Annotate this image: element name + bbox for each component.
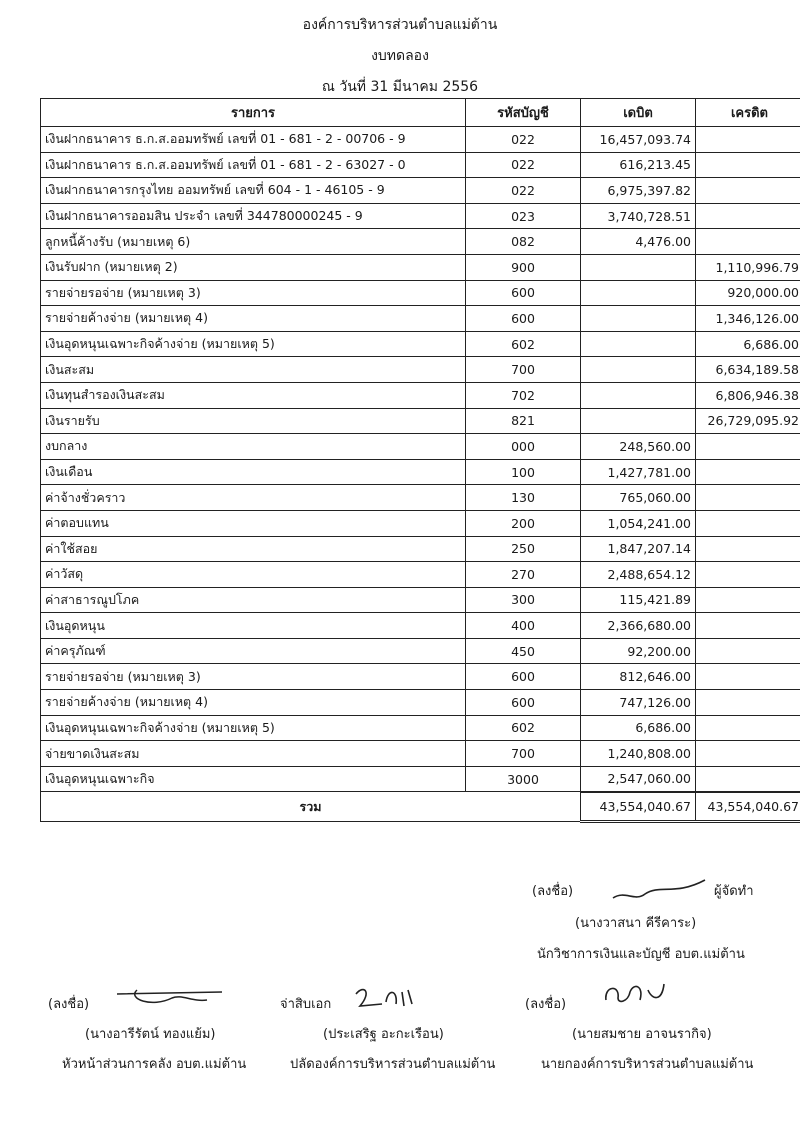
table-row [41, 638, 800, 664]
row-debit: 812,646.00 [581, 664, 696, 690]
report-date: ณ วันที่ 31 มีนาคม 2556 [321, 79, 479, 95]
row-code: 022 [466, 152, 581, 178]
col-header-credit: เครดิต [696, 99, 800, 127]
row-code: 3000 [466, 766, 581, 792]
table-row [41, 690, 800, 716]
row-code: 022 [466, 127, 581, 153]
row-credit [696, 638, 800, 664]
row-item: รายจ่ายรอจ่าย (หมายเหตุ 3) [41, 280, 466, 306]
row-debit: 1,847,207.14 [581, 536, 696, 562]
row-debit: 2,488,654.12 [581, 562, 696, 588]
row-credit [696, 562, 800, 588]
row-credit [696, 127, 800, 153]
row-credit [696, 203, 800, 229]
row-code: 200 [466, 510, 581, 536]
total-debit: 43,554,040.67 [581, 792, 696, 822]
trial-balance-table [40, 98, 800, 823]
row-debit: 747,126.00 [581, 690, 696, 716]
row-item: เงินอุดหนุนเฉพาะกิจ [41, 766, 466, 792]
row-item: เงินอุดหนุนเฉพาะกิจค้างจ่าย (หมายเหตุ 5) [41, 331, 466, 357]
row-credit: 1,346,126.00 [696, 306, 800, 332]
row-debit: 1,054,241.00 [581, 510, 696, 536]
report-title: งบทดลอง [371, 48, 429, 64]
row-item: รายจ่ายค้างจ่าย (หมายเหตุ 4) [41, 306, 466, 332]
table-row [41, 459, 800, 485]
table-row [41, 510, 800, 536]
row-debit: 616,213.45 [581, 152, 696, 178]
row-item: ค่าจ้างชั่วคราว [41, 485, 466, 511]
table-row [41, 485, 800, 511]
table-row [41, 357, 800, 383]
table-row [41, 408, 800, 434]
total-credit: 43,554,040.67 [696, 792, 800, 822]
row-debit: 115,421.89 [581, 587, 696, 613]
row-item: จ่ายขาดเงินสะสม [41, 741, 466, 767]
row-debit [581, 280, 696, 306]
row-credit: 920,000.00 [696, 280, 800, 306]
deputy-name: (ประเสริฐ อะกะเรือน) [323, 1027, 444, 1042]
table-row [41, 587, 800, 613]
row-credit: 26,729,095.92 [696, 408, 800, 434]
table-row [41, 280, 800, 306]
col-header-item: รายการ [41, 99, 466, 127]
deputy-signature [352, 982, 422, 1012]
row-item: ค่าสาธารณูปโภค [41, 587, 466, 613]
row-code: 900 [466, 254, 581, 280]
row-item: ลูกหนี้ค้างรับ (หมายเหตุ 6) [41, 229, 466, 255]
row-item: งบกลาง [41, 434, 466, 460]
row-credit [696, 152, 800, 178]
row-item: รายจ่ายค้างจ่าย (หมายเหตุ 4) [41, 690, 466, 716]
table-row [41, 306, 800, 332]
table-row [41, 178, 800, 204]
row-credit [696, 229, 800, 255]
row-credit [696, 587, 800, 613]
row-credit [696, 766, 800, 792]
row-debit: 2,547,060.00 [581, 766, 696, 792]
row-item: ค่าครุภัณฑ์ [41, 638, 466, 664]
row-credit: 1,110,996.79 [696, 254, 800, 280]
row-item: เงินฝากธนาคาร ธ.ก.ส.ออมทรัพย์ เลขที่ 01 - 681 - 2 - 00706 - 9 [41, 127, 466, 153]
col-header-code: รหัสบัญชี [466, 99, 581, 127]
preparer-role: ผู้จัดทำ [714, 884, 754, 899]
row-code: 300 [466, 587, 581, 613]
finance-sign-label: (ลงชื่อ) [48, 997, 90, 1012]
row-code: 600 [466, 280, 581, 306]
table-row [41, 229, 800, 255]
row-code: 700 [466, 357, 581, 383]
row-item: เงินสะสม [41, 357, 466, 383]
mayor-signature [600, 978, 670, 1010]
org-title: องค์การบริหารส่วนตำบลแม่ต้าน [302, 17, 498, 33]
table-row [41, 536, 800, 562]
row-debit [581, 331, 696, 357]
table-row [41, 203, 800, 229]
row-debit: 248,560.00 [581, 434, 696, 460]
row-code: 600 [466, 306, 581, 332]
row-debit: 6,975,397.82 [581, 178, 696, 204]
row-credit [696, 613, 800, 639]
row-item: เงินรับฝาก (หมายเหตุ 2) [41, 254, 466, 280]
table-row [41, 127, 800, 153]
row-item: เงินฝากธนาคารกรุงไทย ออมทรัพย์ เลขที่ 604 - 1 - 46105 - 9 [41, 178, 466, 204]
row-item: เงินฝากธนาคารออมสิน ประจำ เลขที่ 344780000245 - 9 [41, 203, 466, 229]
row-item: เงินรายรับ [41, 408, 466, 434]
row-item: เงินทุนสำรองเงินสะสม [41, 382, 466, 408]
row-item: เงินอุดหนุนเฉพาะกิจค้างจ่าย (หมายเหตุ 5) [41, 715, 466, 741]
row-debit [581, 254, 696, 280]
row-debit: 3,740,728.51 [581, 203, 696, 229]
table-row [41, 613, 800, 639]
row-code: 100 [466, 459, 581, 485]
row-debit: 2,366,680.00 [581, 613, 696, 639]
mayor-position: นายกองค์การบริหารส่วนตำบลแม่ต้าน [541, 1057, 754, 1072]
finance-head-position: หัวหน้าส่วนการคลัง อบต.แม่ต้าน [62, 1057, 247, 1072]
deputy-rank: จ่าสิบเอก [280, 997, 332, 1012]
row-credit [696, 536, 800, 562]
row-credit [696, 664, 800, 690]
row-credit [696, 459, 800, 485]
row-code: 600 [466, 664, 581, 690]
preparer-sign-label: (ลงชื่อ) [532, 884, 574, 899]
row-credit: 6,634,189.58 [696, 357, 800, 383]
row-credit [696, 178, 800, 204]
row-debit: 92,200.00 [581, 638, 696, 664]
row-code: 023 [466, 203, 581, 229]
table-row [41, 382, 800, 408]
row-code: 600 [466, 690, 581, 716]
row-credit [696, 485, 800, 511]
row-code: 602 [466, 331, 581, 357]
total-row [41, 792, 800, 822]
table-row [41, 254, 800, 280]
row-credit [696, 434, 800, 460]
row-credit [696, 741, 800, 767]
row-debit: 4,476.00 [581, 229, 696, 255]
table-header-row [41, 99, 800, 127]
row-debit: 6,686.00 [581, 715, 696, 741]
table-row [41, 664, 800, 690]
row-code: 130 [466, 485, 581, 511]
table-row [41, 741, 800, 767]
total-label: รวม [41, 792, 581, 822]
row-debit [581, 357, 696, 383]
row-item: ค่าวัสดุ [41, 562, 466, 588]
row-item: รายจ่ายรอจ่าย (หมายเหตุ 3) [41, 664, 466, 690]
row-item: เงินเดือน [41, 459, 466, 485]
table-row [41, 152, 800, 178]
row-code: 450 [466, 638, 581, 664]
row-code: 000 [466, 434, 581, 460]
table-row [41, 331, 800, 357]
mayor-sign-label: (ลงชื่อ) [525, 997, 567, 1012]
finance-head-signature [112, 984, 232, 1014]
row-credit [696, 715, 800, 741]
row-debit: 1,427,781.00 [581, 459, 696, 485]
row-item: ค่าใช้สอย [41, 536, 466, 562]
row-code: 082 [466, 229, 581, 255]
preparer-signature [605, 876, 715, 906]
row-debit [581, 408, 696, 434]
row-code: 821 [466, 408, 581, 434]
row-item: เงินอุดหนุน [41, 613, 466, 639]
row-code: 250 [466, 536, 581, 562]
table-row [41, 715, 800, 741]
row-debit [581, 306, 696, 332]
col-header-debit: เดบิต [581, 99, 696, 127]
row-code: 700 [466, 741, 581, 767]
row-credit [696, 510, 800, 536]
table-row [41, 766, 800, 792]
row-code: 400 [466, 613, 581, 639]
row-debit: 1,240,808.00 [581, 741, 696, 767]
preparer-name: (นางวาสนา คีรีคาระ) [575, 916, 697, 931]
table-row [41, 562, 800, 588]
row-debit: 16,457,093.74 [581, 127, 696, 153]
row-debit [581, 382, 696, 408]
mayor-name: (นายสมชาย อาจนรากิจ) [572, 1027, 712, 1042]
row-code: 022 [466, 178, 581, 204]
row-code: 702 [466, 382, 581, 408]
row-debit: 765,060.00 [581, 485, 696, 511]
finance-head-name: (นางอารีรัตน์ ทองแย้ม) [85, 1027, 216, 1042]
row-code: 270 [466, 562, 581, 588]
table-row [41, 434, 800, 460]
preparer-position: นักวิชาการเงินและบัญชี อบต.แม่ต้าน [537, 947, 745, 962]
row-item: เงินฝากธนาคาร ธ.ก.ส.ออมทรัพย์ เลขที่ 01 - 681 - 2 - 63027 - 0 [41, 152, 466, 178]
row-item: ค่าตอบแทน [41, 510, 466, 536]
row-credit: 6,806,946.38 [696, 382, 800, 408]
deputy-position: ปลัดองค์การบริหารส่วนตำบลแม่ต้าน [290, 1057, 496, 1072]
row-code: 602 [466, 715, 581, 741]
row-credit [696, 690, 800, 716]
row-credit: 6,686.00 [696, 331, 800, 357]
